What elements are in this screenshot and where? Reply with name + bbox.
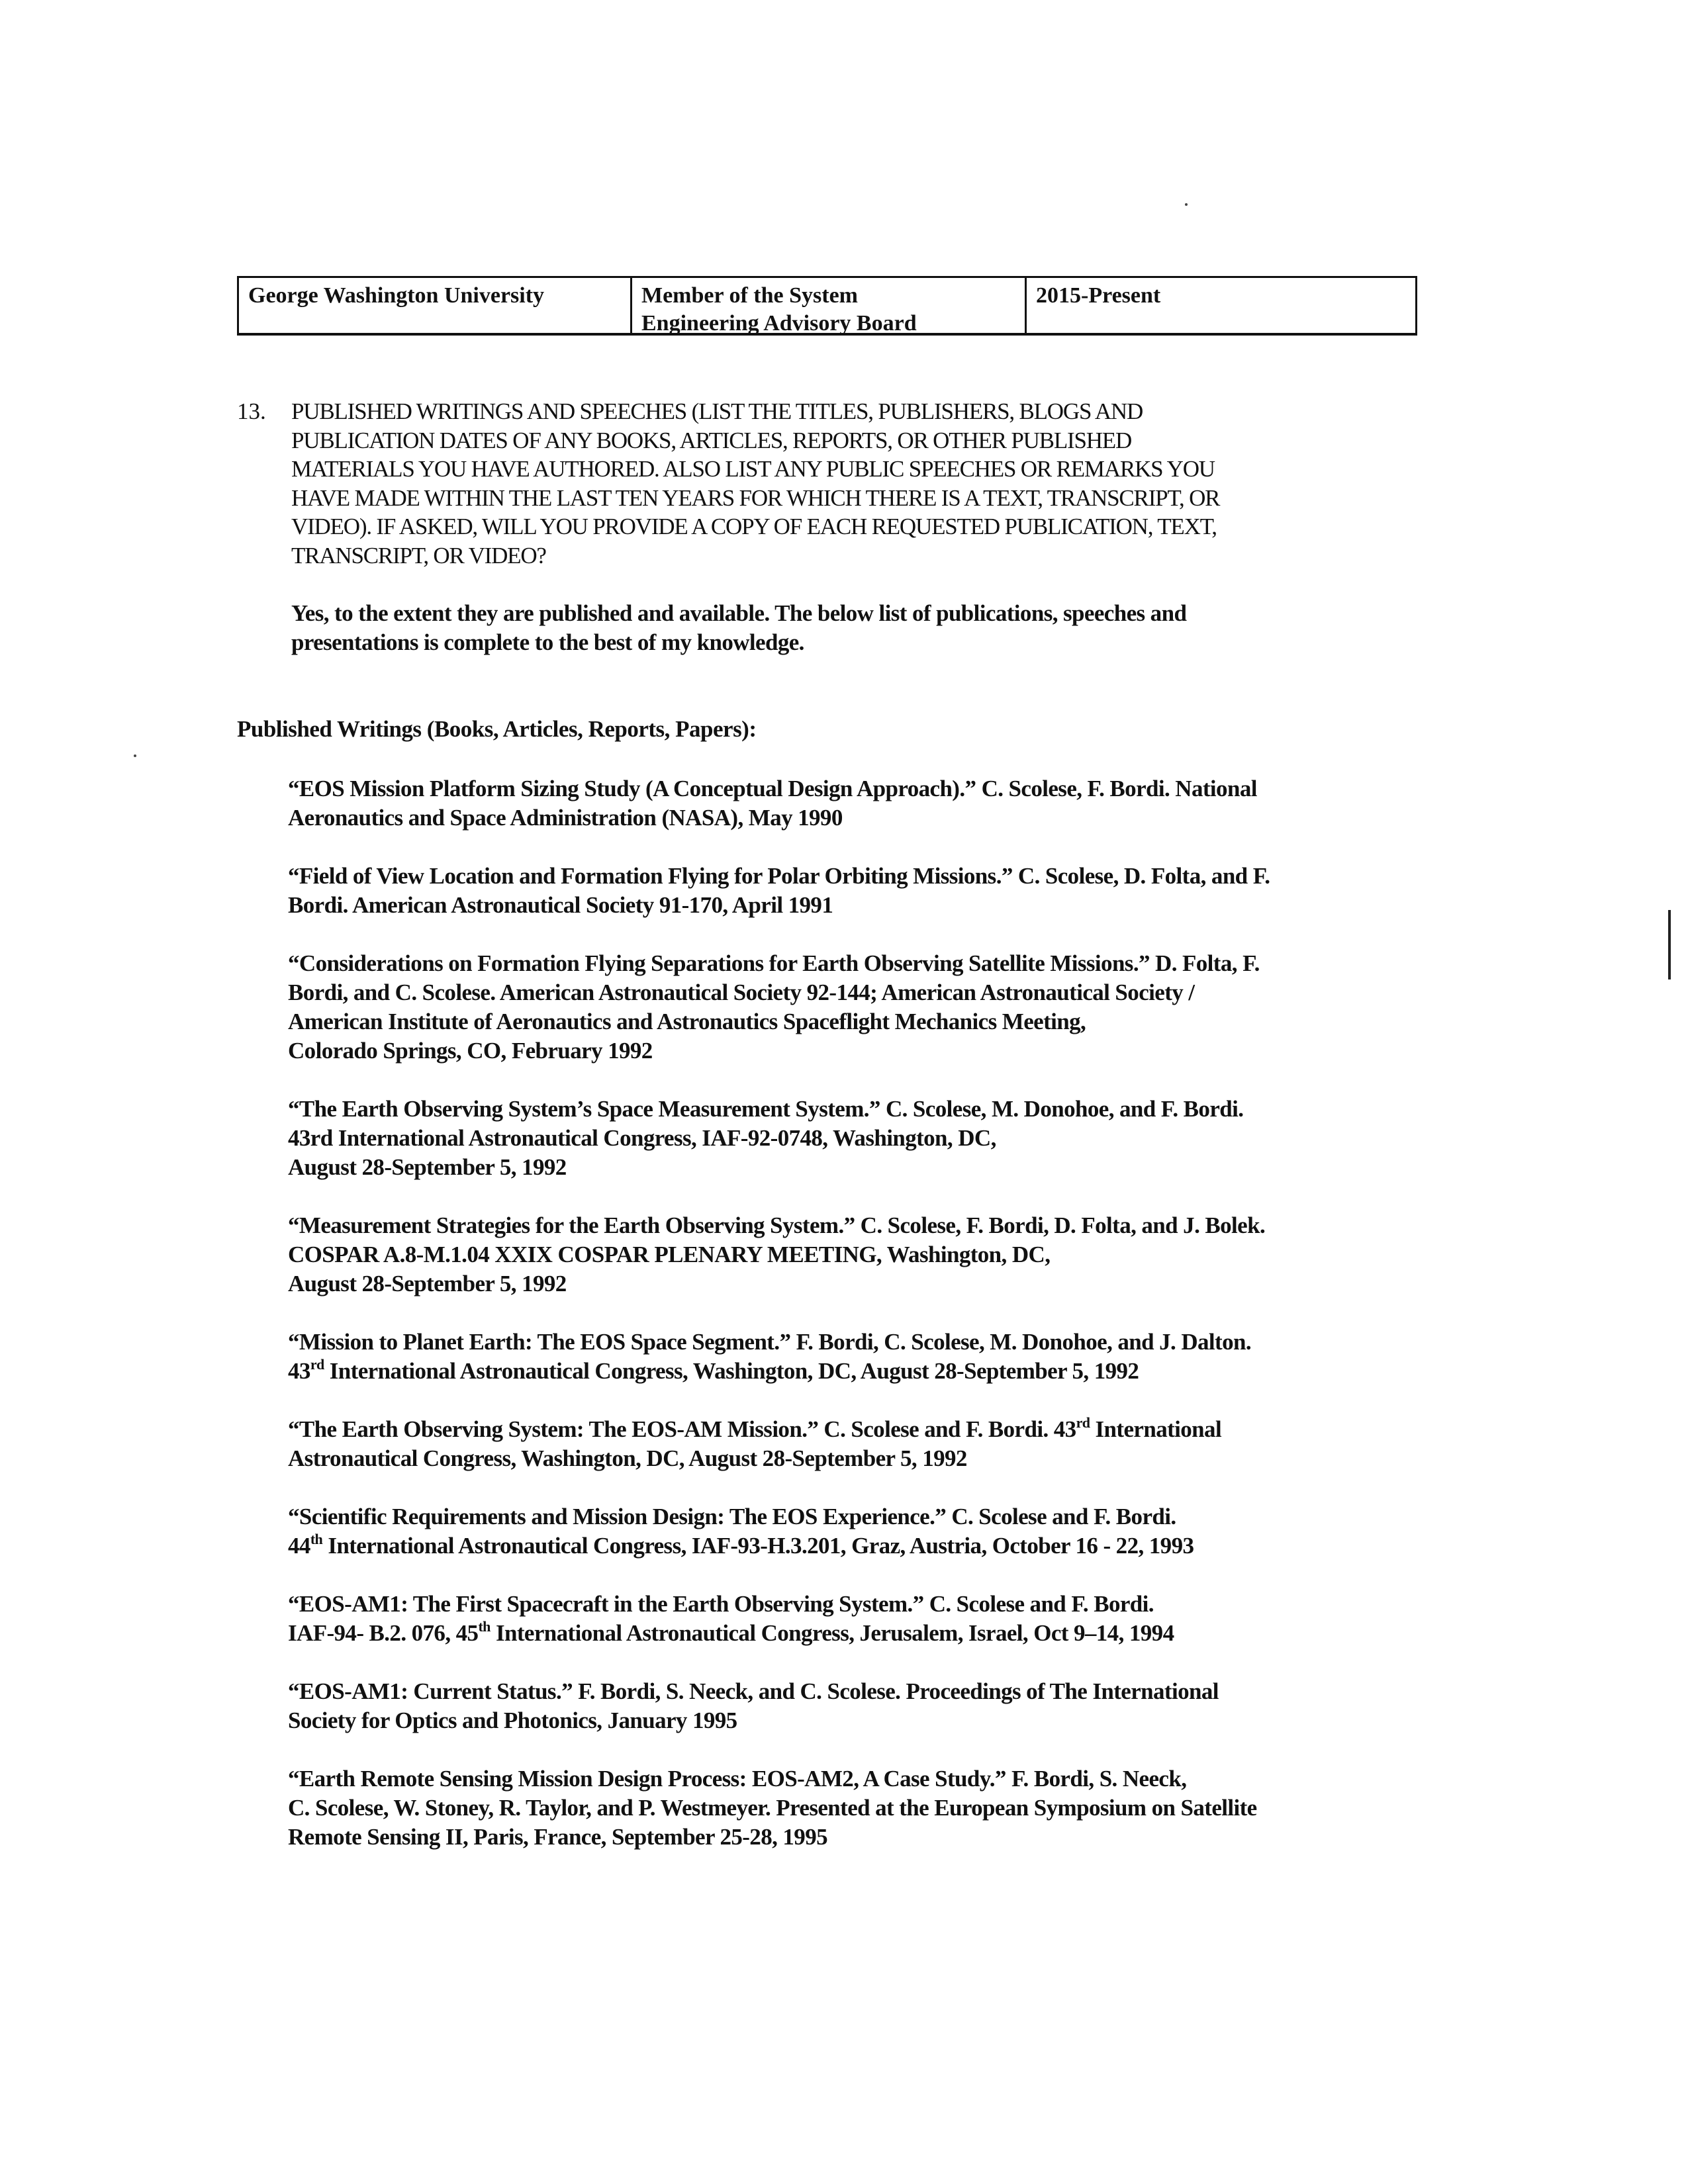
line-text: International Astronautical Congress, IAF-93-H.3.201, Graz, Austria, October 16 - 22, 1993	[322, 1533, 1194, 1559]
ordinal-suffix: th	[478, 1618, 491, 1635]
publication-line	[288, 1153, 1270, 1182]
publication-line	[288, 1531, 1270, 1561]
line-text: Aeronautics and Space Administration (NASA), May 1990	[288, 805, 843, 831]
publication-line	[288, 1240, 1270, 1269]
publication-line	[288, 1095, 1270, 1124]
question-line: VIDEO). IF ASKED, WILL YOU PROVIDE A COPY OF EACH REQUESTED PUBLICATION, TEXT,	[291, 514, 1217, 539]
table-cell-role	[632, 278, 1027, 336]
line-text: COSPAR A.8-M.1.04 XXIX COSPAR PLENARY MEETING, Washington, DC,	[288, 1242, 1051, 1267]
line-text: Bordi. American Astronautical Society 91-170, April 1991	[288, 892, 833, 918]
question-line: HAVE MADE WITHIN THE LAST TEN YEARS FOR WHICH THERE IS A TEXT, TRANSCRIPT, OR	[291, 484, 1220, 511]
line-text: 43rd International Astronautical Congress, IAF-92-0748, Washington, DC,	[288, 1125, 996, 1151]
line-text: “The Earth Observing System’s Space Measurement System.” C. Scolese, M. Donohoe, and F. Bordi.	[288, 1096, 1244, 1122]
ordinal-suffix: rd	[310, 1356, 324, 1373]
publication-line	[288, 1677, 1270, 1706]
scan-speck	[134, 754, 136, 757]
publication-line	[288, 1328, 1270, 1357]
line-text: “Measurement Strategies for the Earth Observing System.” C. Scolese, F. Bordi, D. Folta, and J. Bolek.	[288, 1212, 1266, 1238]
question-line: TRANSCRIPT, OR VIDEO?	[291, 542, 546, 569]
answer-line: Yes, to the extent they are published and available. The below list of publications, speeches and	[291, 600, 1187, 626]
line-text: “Mission to Planet Earth: The EOS Space Segment.” F. Bordi, C. Scolese, M. Donohoe, and J. Dalton.	[288, 1329, 1252, 1355]
answer-text	[291, 599, 1186, 657]
line-text: Society for Optics and Photonics, January 1995	[288, 1707, 737, 1733]
publication-entry	[288, 1764, 1270, 1852]
publication-list	[288, 774, 1270, 1881]
table-cell-dates: 2015-Present	[1036, 283, 1161, 308]
line-text: “Scientific Requirements and Mission Design: The EOS Experience.” C. Scolese and F. Bordi.	[288, 1504, 1176, 1529]
publication-line	[288, 891, 1270, 920]
publication-line	[288, 1444, 1270, 1473]
publication-entry	[288, 1415, 1270, 1473]
publication-line	[288, 1357, 1270, 1386]
publication-entry	[288, 1502, 1270, 1561]
line-text: “EOS Mission Platform Sizing Study (A Conceptual Design Approach).” C. Scolese, F. Bordi. National	[288, 776, 1257, 801]
publication-line	[288, 1269, 1270, 1298]
publication-entry	[288, 1211, 1270, 1298]
line-text: International	[1090, 1416, 1222, 1442]
line-text: Colorado Springs, CO, February 1992	[288, 1038, 653, 1064]
scan-edge-mark	[1668, 910, 1671, 979]
publication-entry	[288, 862, 1270, 920]
publication-entry	[288, 1095, 1270, 1182]
publication-line	[288, 1211, 1270, 1240]
publication-line	[288, 978, 1270, 1007]
role-line: Member of the System	[641, 283, 859, 308]
question-line: MATERIALS YOU HAVE AUTHORED. ALSO LIST ANY PUBLIC SPEECHES OR REMARKS YOU	[291, 456, 1215, 482]
line-text: August 28-September 5, 1992	[288, 1271, 567, 1297]
publication-line	[288, 1007, 1270, 1036]
publication-entry	[288, 1677, 1270, 1735]
line-text: International Astronautical Congress, Jerusalem, Israel, Oct 9–14, 1994	[490, 1620, 1174, 1646]
publication-line	[288, 1794, 1270, 1823]
publication-line	[288, 1706, 1270, 1735]
ordinal-suffix: rd	[1076, 1414, 1090, 1431]
publication-line	[288, 1124, 1270, 1153]
publication-line	[288, 1590, 1270, 1619]
line-text: “Field of View Location and Formation Flying for Polar Orbiting Missions.” C. Scolese, D. Folta, and F.	[288, 863, 1270, 889]
role-line: Engineering Advisory Board	[641, 311, 917, 336]
line-text: “The Earth Observing System: The EOS-AM Mission.” C. Scolese and F. Bordi. 43	[288, 1416, 1076, 1442]
publication-entry	[288, 774, 1270, 833]
line-text: Remote Sensing II, Paris, France, September 25-28, 1995	[288, 1824, 827, 1850]
line-text: American Institute of Aeronautics and Astronautics Spaceflight Mechanics Meeting,	[288, 1009, 1086, 1034]
publication-line	[288, 1764, 1270, 1794]
publication-entry	[288, 1590, 1270, 1648]
publication-entry	[288, 1328, 1270, 1386]
line-text: “Earth Remote Sensing Mission Design Process: EOS-AM2, A Case Study.” F. Bordi, S. Neeck,	[288, 1766, 1187, 1792]
line-text: IAF-94- B.2. 076, 45	[288, 1620, 479, 1646]
line-text: Bordi, and C. Scolese. American Astronautical Society 92-144; American Astronautical Society /	[288, 979, 1195, 1005]
publication-line	[288, 803, 1270, 833]
line-text: C. Scolese, W. Stoney, R. Taylor, and P. Westmeyer. Presented at the European Symposium on Satellite	[288, 1795, 1257, 1821]
line-text: “EOS-AM1: Current Status.” F. Bordi, S. Neeck, and C. Scolese. Proceedings of The International	[288, 1678, 1219, 1704]
question-number: 13.	[237, 398, 266, 424]
question-line: PUBLISHED WRITINGS AND SPEECHES (LIST THE TITLES, PUBLISHERS, BLOGS AND	[291, 398, 1143, 424]
publication-line	[288, 1036, 1270, 1066]
publication-line	[288, 949, 1270, 978]
publication-line	[288, 1502, 1270, 1531]
scan-speck	[1185, 203, 1188, 206]
line-text: “EOS-AM1: The First Spacecraft in the Earth Observing System.” C. Scolese and F. Bordi.	[288, 1591, 1154, 1617]
line-text: 44	[288, 1533, 310, 1559]
question-line: PUBLICATION DATES OF ANY BOOKS, ARTICLES, REPORTS, OR OTHER PUBLISHED	[291, 427, 1132, 453]
question-text	[291, 397, 1219, 570]
table-cell-organization: George Washington University	[239, 278, 632, 333]
publication-line	[288, 1823, 1270, 1852]
line-text: International Astronautical Congress, Washington, DC, August 28-September 5, 1992	[324, 1358, 1139, 1384]
publication-line	[288, 1415, 1270, 1444]
answer-line: presentations is complete to the best of my knowledge.	[291, 629, 804, 655]
line-text: August 28-September 5, 1992	[288, 1154, 567, 1180]
section-heading: Published Writings (Books, Articles, Reports, Papers):	[237, 716, 757, 742]
line-text: Astronautical Congress, Washington, DC, August 28-September 5, 1992	[288, 1445, 967, 1471]
publication-line	[288, 774, 1270, 803]
line-text: 43	[288, 1358, 310, 1384]
publication-entry	[288, 949, 1270, 1066]
publication-line	[288, 862, 1270, 891]
ordinal-suffix: th	[310, 1531, 323, 1547]
line-text: “Considerations on Formation Flying Separations for Earth Observing Satellite Missions.” D. Folta, F.	[288, 950, 1260, 976]
affiliation-table	[237, 276, 1417, 336]
publication-line	[288, 1619, 1270, 1648]
